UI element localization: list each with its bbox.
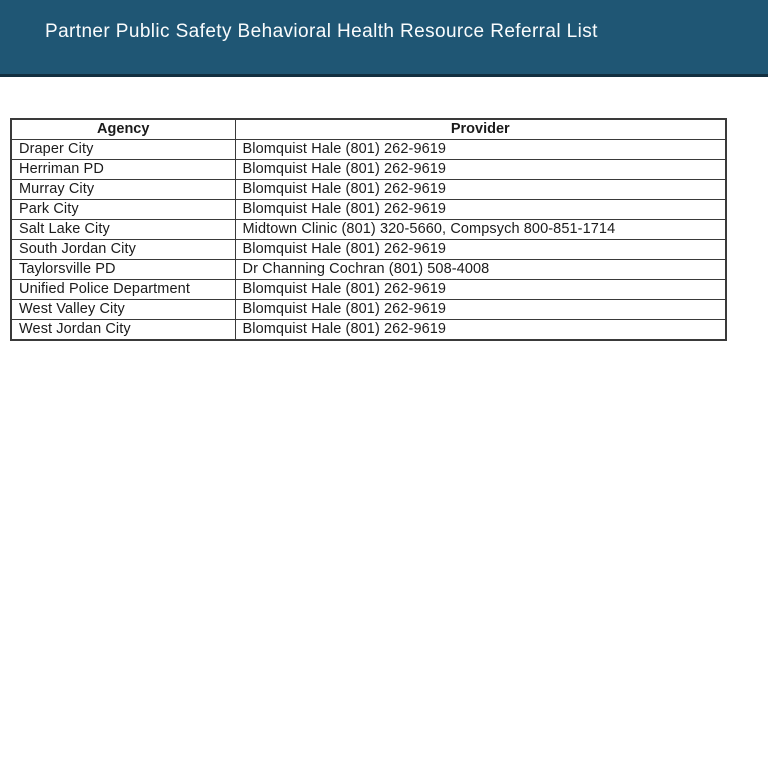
provider-cell: Blomquist Hale (801) 262-9619 — [235, 200, 726, 220]
table-row — [11, 260, 726, 280]
provider-cell: Blomquist Hale (801) 262-9619 — [235, 140, 726, 160]
agency-cell: Draper City — [11, 140, 235, 160]
column-header-agency: Agency — [11, 119, 235, 140]
page-title: Partner Public Safety Behavioral Health Resource Referral List — [45, 21, 598, 42]
provider-cell: Blomquist Hale (801) 262-9619 — [235, 240, 726, 260]
provider-cell: Blomquist Hale (801) 262-9619 — [235, 160, 726, 180]
table-header-row — [11, 119, 726, 140]
table-row — [11, 200, 726, 220]
referral-table — [10, 118, 727, 341]
provider-cell: Midtown Clinic (801) 320-5660, Compsych 800-851-1714 — [235, 220, 726, 240]
agency-cell: Herriman PD — [11, 160, 235, 180]
agency-cell: Salt Lake City — [11, 220, 235, 240]
agency-cell: Unified Police Department — [11, 280, 235, 300]
agency-cell: West Valley City — [11, 300, 235, 320]
provider-cell: Blomquist Hale (801) 262-9619 — [235, 320, 726, 341]
table-row — [11, 140, 726, 160]
provider-cell: Blomquist Hale (801) 262-9619 — [235, 300, 726, 320]
table-row — [11, 240, 726, 260]
table-row — [11, 280, 726, 300]
table-row — [11, 300, 726, 320]
table-row — [11, 180, 726, 200]
agency-cell: Park City — [11, 200, 235, 220]
provider-cell: Blomquist Hale (801) 262-9619 — [235, 180, 726, 200]
agency-cell: Taylorsville PD — [11, 260, 235, 280]
table-row — [11, 320, 726, 341]
table-row — [11, 160, 726, 180]
table-row — [11, 220, 726, 240]
agency-cell: West Jordan City — [11, 320, 235, 341]
agency-cell: Murray City — [11, 180, 235, 200]
column-header-provider: Provider — [235, 119, 726, 140]
provider-cell: Blomquist Hale (801) 262-9619 — [235, 280, 726, 300]
header-banner — [0, 0, 768, 77]
agency-cell: South Jordan City — [11, 240, 235, 260]
provider-cell: Dr Channing Cochran (801) 508-4008 — [235, 260, 726, 280]
